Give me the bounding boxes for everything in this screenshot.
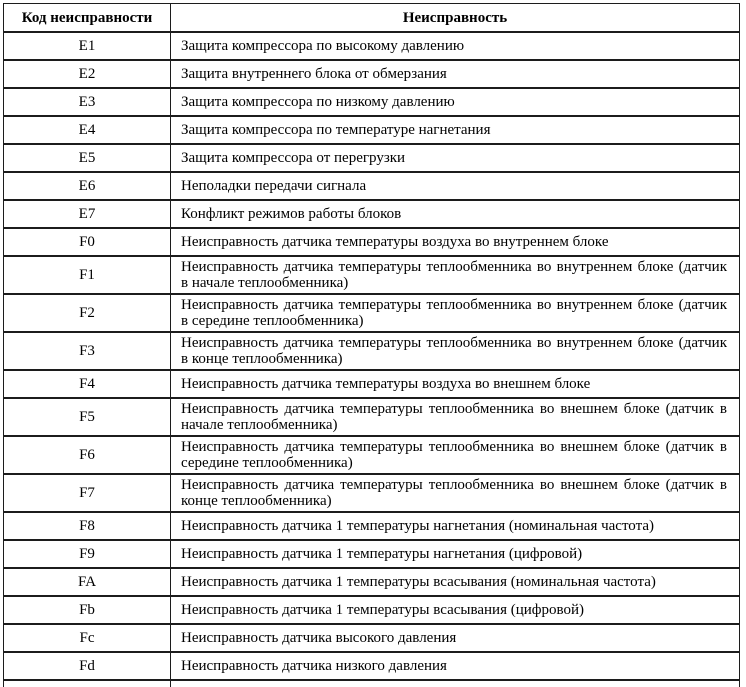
fault-code: E1 xyxy=(4,32,171,60)
fault-code: F5 xyxy=(4,398,171,436)
fault-description-column-header: Неисправность xyxy=(171,4,740,33)
fault-code-column-header: Код неисправности xyxy=(4,4,171,33)
fault-code: Fd xyxy=(4,652,171,680)
fault-description: Конфликт режимов работы блоков xyxy=(171,200,740,228)
table-row xyxy=(4,172,740,200)
fault-description: Неисправность датчика 1 температуры нагнетания (цифровой) xyxy=(171,540,740,568)
fault-code: FA xyxy=(4,568,171,596)
fault-code: F9 xyxy=(4,540,171,568)
fault-description: Неисправность датчика 1 температуры всасывания (цифровой) xyxy=(171,596,740,624)
fault-description: Защита компрессора по низкому давлению xyxy=(171,88,740,116)
table-header-row xyxy=(4,4,740,33)
table-row xyxy=(4,144,740,172)
fault-description: Неисправность датчика высокого давления xyxy=(171,624,740,652)
fault-code xyxy=(4,680,171,687)
fault-code: F1 xyxy=(4,256,171,294)
fault-code: F4 xyxy=(4,370,171,398)
fault-code: F7 xyxy=(4,474,171,512)
fault-description: Неисправность датчика температуры воздуха во внутреннем блоке xyxy=(171,228,740,256)
table-row xyxy=(4,370,740,398)
fault-code: E6 xyxy=(4,172,171,200)
fault-code-table xyxy=(3,3,740,687)
table-row xyxy=(4,540,740,568)
table-row xyxy=(4,256,740,294)
fault-code: E5 xyxy=(4,144,171,172)
fault-description: Неисправность датчика 1 температуры всасывания (номинальная частота) xyxy=(171,568,740,596)
table-row xyxy=(4,596,740,624)
fault-code: E3 xyxy=(4,88,171,116)
fault-description: Неисправность датчика температуры теплообменника во внутреннем блоке (датчик в конце теплообменника) xyxy=(171,332,740,370)
fault-description: Неисправность датчика температуры теплообменника во внешнем блоке (датчик в начале теплообменника) xyxy=(171,398,740,436)
fault-description: Защита компрессора по температуре нагнетания xyxy=(171,116,740,144)
fault-code: Fc xyxy=(4,624,171,652)
table-row xyxy=(4,88,740,116)
fault-code: F0 xyxy=(4,228,171,256)
fault-description: Защита компрессора по высокому давлению xyxy=(171,32,740,60)
fault-description xyxy=(171,680,740,687)
fault-description: Защита внутреннего блока от обмерзания xyxy=(171,60,740,88)
table-row xyxy=(4,60,740,88)
fault-description: Неисправность датчика температуры воздуха во внешнем блоке xyxy=(171,370,740,398)
fault-code: F2 xyxy=(4,294,171,332)
fault-code: E2 xyxy=(4,60,171,88)
table-row xyxy=(4,332,740,370)
table-row xyxy=(4,568,740,596)
table-row xyxy=(4,200,740,228)
table-row xyxy=(4,398,740,436)
table-row xyxy=(4,652,740,680)
table-row-cutoff xyxy=(4,680,740,687)
fault-description: Неисправность датчика температуры теплообменника во внутреннем блоке (датчик в начале теплообменника) xyxy=(171,256,740,294)
table-row xyxy=(4,294,740,332)
table-row xyxy=(4,228,740,256)
fault-code: F8 xyxy=(4,512,171,540)
table-row xyxy=(4,436,740,474)
fault-description: Неисправность датчика температуры теплообменника во внешнем блоке (датчик в конце теплообменника) xyxy=(171,474,740,512)
fault-description: Неполадки передачи сигнала xyxy=(171,172,740,200)
fault-code: E4 xyxy=(4,116,171,144)
table-row xyxy=(4,474,740,512)
fault-code: F6 xyxy=(4,436,171,474)
fault-code: F3 xyxy=(4,332,171,370)
fault-code: Fb xyxy=(4,596,171,624)
fault-description: Защита компрессора от перегрузки xyxy=(171,144,740,172)
table-row xyxy=(4,32,740,60)
fault-code: E7 xyxy=(4,200,171,228)
fault-description: Неисправность датчика температуры теплообменника во внешнем блоке (датчик в середине теплообменника) xyxy=(171,436,740,474)
fault-description: Неисправность датчика 1 температуры нагнетания (номинальная частота) xyxy=(171,512,740,540)
table-row xyxy=(4,624,740,652)
fault-description: Неисправность датчика температуры теплообменника во внутреннем блоке (датчик в середине теплообменника) xyxy=(171,294,740,332)
fault-description: Неисправность датчика низкого давления xyxy=(171,652,740,680)
table-row xyxy=(4,116,740,144)
table-row xyxy=(4,512,740,540)
